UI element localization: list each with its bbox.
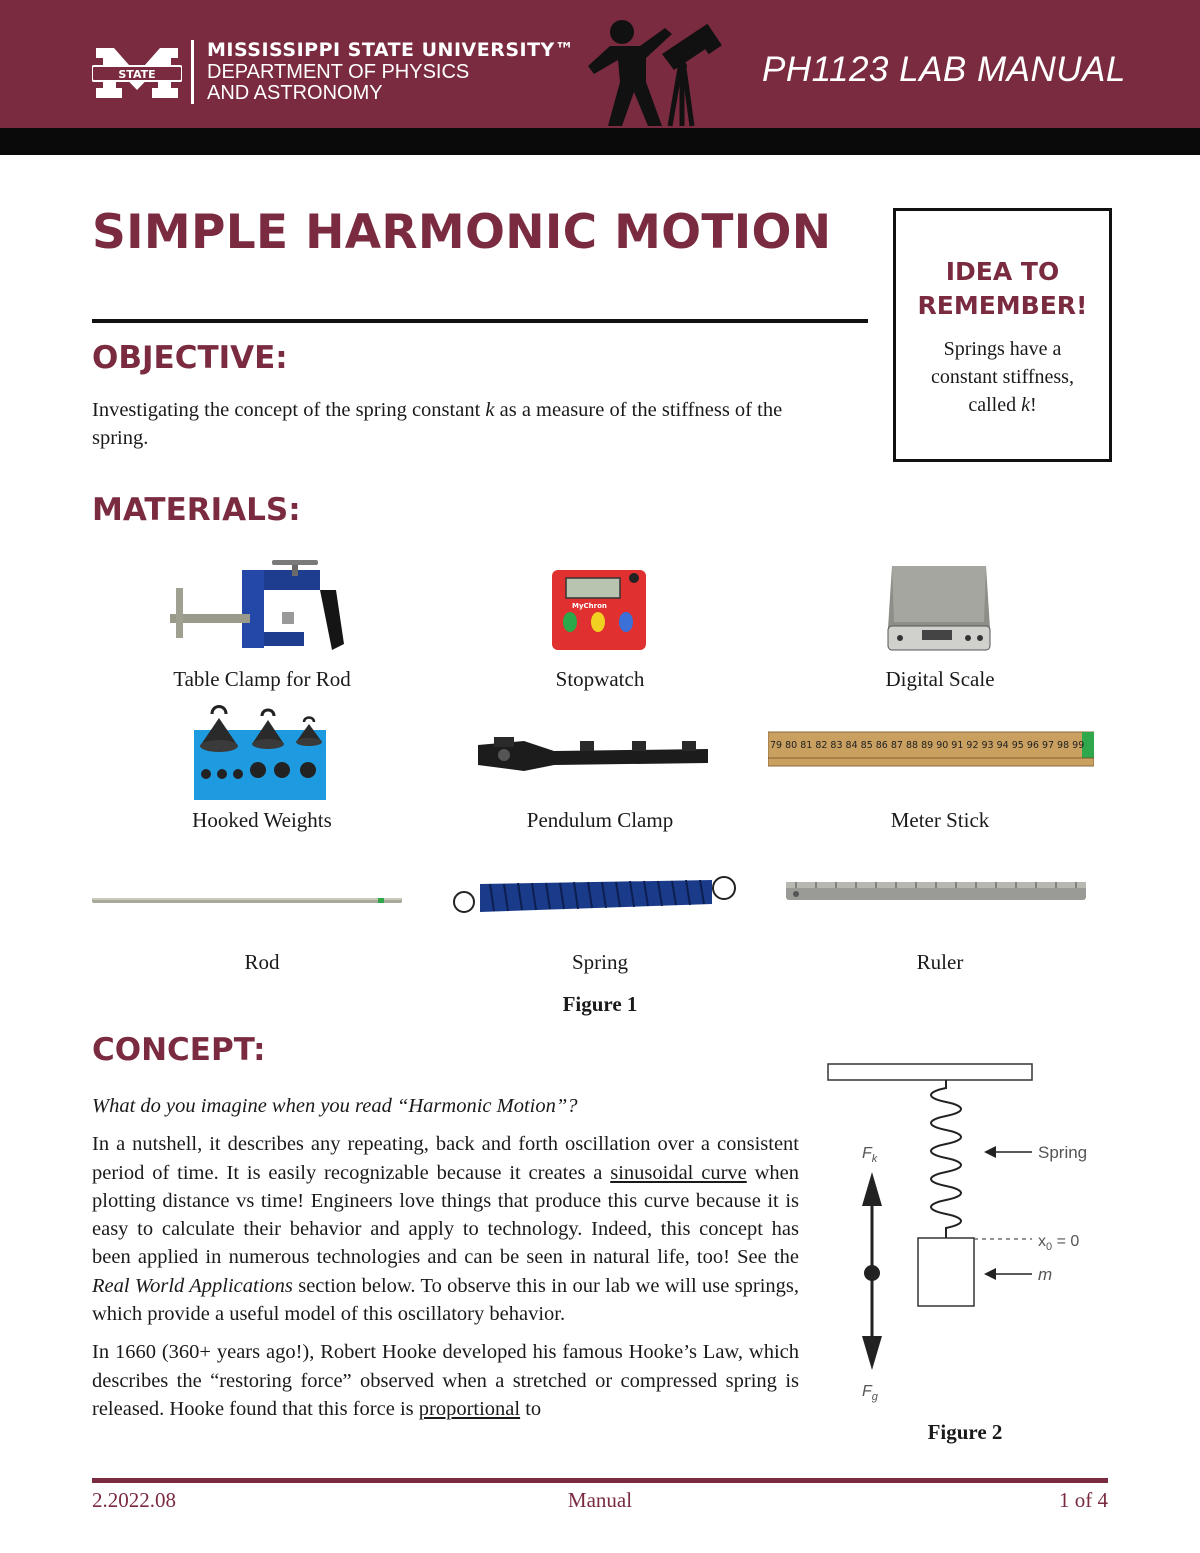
label-fk-sub: k	[871, 1153, 878, 1165]
label-x0-main: x	[1038, 1233, 1046, 1250]
label-m: m	[1038, 1265, 1053, 1284]
callout-text-line-3-pre: called	[968, 394, 1022, 416]
table-clamp-icon	[160, 560, 350, 660]
title-divider	[92, 319, 868, 323]
spring-pointer-arrowhead-icon	[984, 1146, 996, 1158]
spring-icon	[450, 872, 740, 918]
material-label-stopwatch: Stopwatch	[555, 667, 645, 691]
mass-block	[918, 1238, 974, 1306]
label-fg-sub: g	[871, 1391, 878, 1403]
mass-pointer-arrowhead-icon	[984, 1268, 996, 1280]
objective-line-1	[92, 396, 872, 424]
footer-version: 2.2022.08	[92, 1488, 176, 1512]
stopwatch-icon	[552, 570, 646, 650]
logo-divider	[191, 40, 194, 104]
callout-heading-line-2: REMEMBER!	[917, 291, 1088, 320]
material-label-digital-scale: Digital Scale	[885, 667, 995, 691]
concept-paragraph-1-part-c: section below. To observe this in our lab we will use springs, which provide a useful model of this oscillatory behavior.	[92, 1274, 799, 1326]
figure-1-caption: Figure 1	[562, 992, 638, 1016]
objective-line-2: spring.	[92, 427, 149, 449]
objective-heading: OBJECTIVE:	[92, 340, 288, 376]
center-of-mass-dot	[864, 1265, 880, 1281]
label-fg-main: F	[862, 1383, 872, 1400]
label-x0-eq: = 0	[1052, 1233, 1080, 1250]
callout-text	[896, 335, 1109, 419]
callout-heading	[896, 255, 1109, 323]
label-spring: Spring	[1038, 1143, 1088, 1162]
material-label-table-clamp: Table Clamp for Rod	[173, 667, 351, 691]
header-black-band	[0, 128, 1200, 155]
concept-paragraph-2-part-a: In 1660 (360+ years ago!), Robert Hooke developed his famous Hooke’s Law, which describes the “restoring force” observed when a stretched or compressed spring is released. Hooke found that this force is	[92, 1341, 799, 1420]
footer-divider	[92, 1478, 1108, 1483]
idea-to-remember-box	[893, 208, 1112, 462]
label-fk-main: F	[862, 1145, 872, 1162]
department-name	[207, 62, 469, 104]
real-world-applications-ref: Real World Applications	[92, 1274, 293, 1297]
callout-text-line-3-post: !	[1029, 394, 1037, 416]
ceiling-bar	[828, 1064, 1032, 1080]
sinusoidal-curve-link[interactable]: sinusoidal curve	[610, 1161, 747, 1184]
objective-text	[92, 396, 872, 452]
material-label-pendulum-clamp: Pendulum Clamp	[526, 808, 674, 832]
label-fk	[862, 1145, 878, 1165]
material-label-hooked-weights: Hooked Weights	[192, 808, 332, 832]
concept-body	[92, 1092, 799, 1433]
material-label-ruler: Ruler	[916, 950, 964, 974]
concept-question: What do you imagine when you read “Harmonic Motion”?	[92, 1095, 578, 1117]
hooked-weights-icon	[192, 702, 328, 802]
manual-title: PH1123 LAB MANUAL	[762, 50, 1126, 89]
objective-variable-k: k	[485, 399, 495, 421]
footer-page-number: 1 of 4	[1059, 1488, 1108, 1512]
stopwatch-brand: MyChron	[572, 602, 607, 610]
callout-text-line-3	[910, 391, 1095, 419]
footer-center: Manual	[567, 1488, 633, 1512]
department-line-1: DEPARTMENT OF PHYSICS	[207, 61, 470, 83]
callout-text-line-1: Springs have a	[943, 338, 1062, 360]
material-label-rod: Rod	[244, 950, 280, 974]
rod-icon	[92, 894, 404, 908]
callout-text-line-2: constant stiffness,	[931, 366, 1074, 388]
figure-2-caption: Figure 2	[927, 1420, 1003, 1444]
concept-paragraph-1-part-b: when plotting distance vs time! Engineers love things that produce this curve because it is easy to calculate their behavior and apply to technology. Indeed, this concept has been applied in numerous technologies and can be seen in natural life, too! See the	[92, 1161, 799, 1269]
meter-stick-scale: 79 80 81 82 83 84 85 86 87 88 89 90 91 92 93 94 95 96 97 98 99	[770, 740, 1085, 751]
objective-line-1-post: as a measure of the stiffness of the	[494, 399, 783, 421]
meter-stick-icon	[768, 730, 1094, 768]
callout-variable-k: k	[1021, 394, 1030, 416]
department-line-2: AND ASTRONOMY	[207, 82, 383, 104]
page-title: SIMPLE HARMONIC MOTION	[92, 205, 832, 260]
label-fg	[862, 1383, 879, 1403]
msu-logo-icon	[92, 44, 182, 102]
spring-force-diagram	[820, 1058, 1120, 1408]
materials-heading: MATERIALS:	[92, 492, 301, 528]
proportional-link[interactable]: proportional	[418, 1397, 521, 1420]
callout-heading-line-1: IDEA TO	[945, 257, 1060, 286]
pendulum-clamp-icon	[474, 735, 712, 775]
force-up-arrow-icon	[862, 1172, 882, 1206]
objective-line-1-pre: Investigating the concept of the spring constant	[92, 399, 486, 421]
concept-paragraph-2	[92, 1338, 799, 1423]
concept-paragraph-2-part-b: to	[520, 1397, 542, 1420]
concept-heading: CONCEPT:	[92, 1032, 266, 1068]
telescope-figure-icon	[580, 16, 730, 128]
concept-paragraph-1-part-a: In a nutshell, it describes any repeating, back and forth oscillation over a consistent period of time. It is easily recognizable because it creates a	[92, 1133, 799, 1184]
ruler-icon	[786, 880, 1088, 904]
label-x0-sub: 0	[1046, 1241, 1053, 1253]
logo-text: STATE	[118, 68, 156, 81]
university-name: MISSISSIPPI STATE UNIVERSITY™	[207, 39, 575, 61]
force-down-arrow-icon	[862, 1336, 882, 1370]
material-label-spring: Spring	[571, 950, 628, 974]
coil-spring-icon	[931, 1080, 961, 1238]
label-x0	[1038, 1233, 1079, 1253]
digital-scale-icon	[886, 562, 992, 658]
concept-paragraph-1	[92, 1130, 799, 1328]
material-label-meter-stick: Meter Stick	[890, 808, 990, 832]
